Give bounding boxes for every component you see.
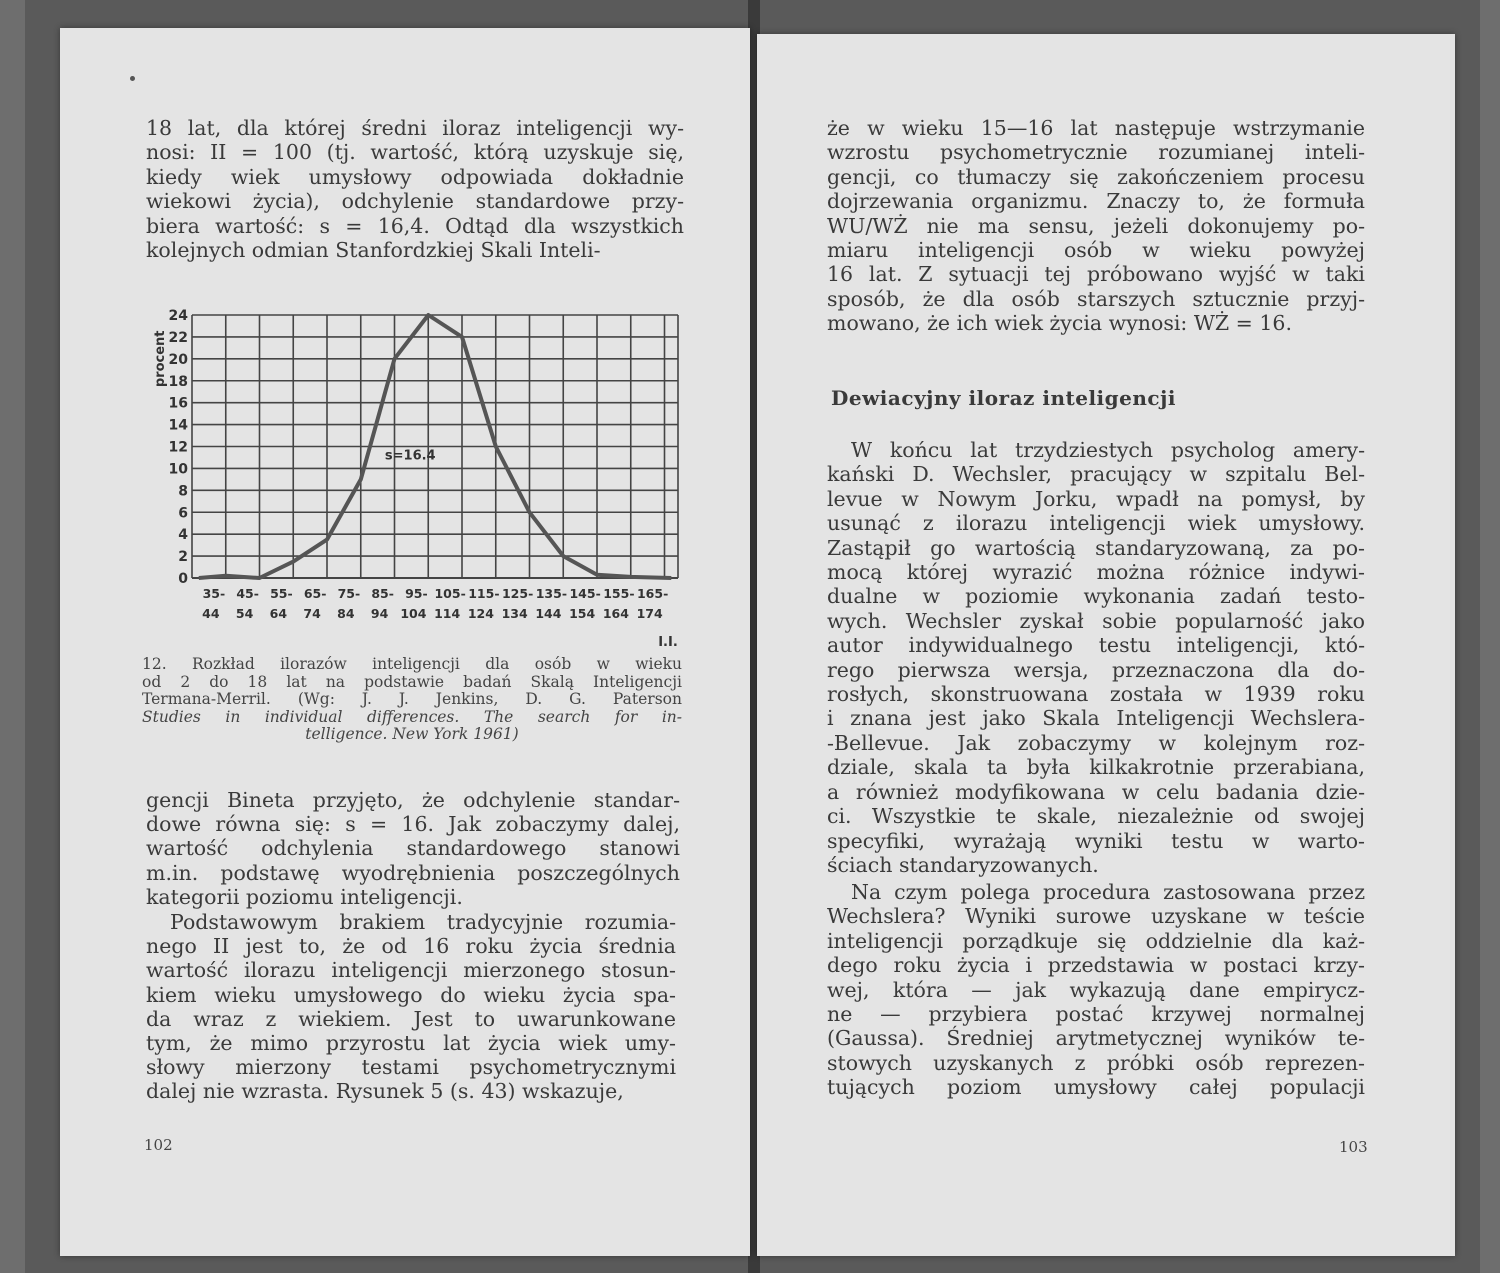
text-line: a również modyfikowana w celu badania dzie- bbox=[827, 779, 1365, 804]
paragraph-top bbox=[827, 116, 1365, 336]
paragraph-bottom-1 bbox=[146, 788, 680, 909]
paragraph-bottom-2 bbox=[146, 910, 676, 1104]
x-tick-label: 154 bbox=[569, 606, 596, 621]
text-line: wych. Wechsler zyskał sobie popularność jako bbox=[827, 608, 1365, 633]
x-tick-label: 115- bbox=[468, 586, 500, 601]
text-line: kański D. Wechsler, pracujący w szpitalu Bel- bbox=[827, 462, 1365, 487]
caption-line: Studies in individual differences. The search for in- bbox=[142, 707, 682, 726]
text-line: 16 lat. Z sytuacji tej próbowano wyjść w taki bbox=[827, 262, 1365, 287]
text-line: nego II jest to, że od 16 roku życia średnia bbox=[146, 934, 676, 959]
x-tick-label: 35- bbox=[202, 586, 226, 601]
x-tick-label: 104 bbox=[400, 606, 427, 621]
x-tick-label: 55- bbox=[270, 586, 293, 601]
text-line: dojrzewania organizmu. Znaczy to, że formuła bbox=[827, 189, 1365, 214]
text-line: gencji, co tłumaczy się zakończeniem procesu bbox=[827, 164, 1365, 189]
x-tick-label: 165- bbox=[636, 586, 669, 601]
x-tick-label: 145- bbox=[569, 586, 601, 601]
x-tick-label: 134 bbox=[501, 606, 528, 621]
text-line: że w wieku 15—16 lat następuje wstrzymanie bbox=[827, 116, 1365, 140]
text-line: autor indywidualnego testu inteligencji, któ- bbox=[827, 633, 1365, 658]
x-tick-label: 95- bbox=[405, 586, 428, 601]
right-page bbox=[757, 34, 1455, 1256]
text-line: inteligencji porządkuje się oddzielnie dla każ- bbox=[827, 928, 1365, 953]
text-line: wej, która — jak wykazują dane empirycz- bbox=[827, 977, 1365, 1002]
text-line: ne — przybiera postać krzywej normalnej bbox=[827, 1002, 1365, 1027]
section-heading: Dewiacyjny iloraz inteligencji bbox=[831, 386, 1176, 410]
text-line: słowy mierzony testami psychometrycznymi bbox=[146, 1055, 676, 1080]
text-line: miaru inteligencji osób w wieku powyżej bbox=[827, 238, 1365, 263]
text-line: kategorii poziomu inteligencji. bbox=[146, 884, 463, 909]
text-line: rosłych, skonstruowana została w 1939 roku bbox=[827, 682, 1365, 707]
y-axis-label: procent bbox=[153, 330, 168, 388]
x-tick-label: 94 bbox=[370, 606, 389, 621]
text-line: WU/WŻ nie ma sensu, jeżeli dokonujemy po- bbox=[827, 213, 1365, 238]
x-tick-label: 44 bbox=[202, 606, 220, 621]
text-line: levue w Nowym Jorku, wpadł na pomysł, by bbox=[827, 486, 1365, 511]
text-line: ściach standaryzowanych. bbox=[827, 852, 1099, 877]
page-number: 103 bbox=[1339, 1138, 1368, 1156]
x-tick-label: 125- bbox=[501, 586, 534, 601]
text-line: wartość odchylenia standardowego stanowi bbox=[146, 836, 680, 861]
text-line: dalej nie wzrasta. Rysunek 5 (s. 43) wskazuje, bbox=[146, 1079, 624, 1104]
y-tick-label: 10 bbox=[168, 461, 188, 478]
x-tick-label: 144 bbox=[535, 606, 562, 621]
text-line: da wraz z wiekiem. Jest to uwarunkowane bbox=[146, 1006, 676, 1031]
x-tick-label: 64 bbox=[269, 606, 288, 621]
text-line: i znana jest jako Skala Inteligencji Wechslera- bbox=[827, 706, 1365, 731]
x-tick-label: 75- bbox=[337, 586, 361, 601]
paragraph-middle bbox=[827, 438, 1365, 877]
x-tick-label: 85- bbox=[371, 586, 394, 601]
text-line: Zastąpił go wartością standaryzowaną, za po- bbox=[827, 535, 1365, 560]
text-line: wiekowi życia), odchylenie standardowe przy- bbox=[146, 189, 684, 214]
paragraph-top bbox=[146, 116, 684, 262]
text-line: kolejnych odmian Stanfordzkiej Skali Inteli- bbox=[146, 238, 601, 263]
y-tick-label: 16 bbox=[168, 395, 188, 412]
text-line: W końcu lat trzydziestych psycholog amery- bbox=[851, 438, 1365, 462]
y-tick-label: 2 bbox=[178, 549, 188, 566]
caption-line: 12. Rozkład ilorazów inteligencji dla osób w wieku bbox=[142, 655, 682, 673]
caption-line: telligence. New York 1961) bbox=[305, 725, 519, 743]
y-tick-label: 4 bbox=[178, 527, 188, 544]
text-line: kiem wieku umysłowego do wieku życia spa- bbox=[146, 982, 676, 1007]
text-line: kiedy wiek umysłowy odpowiada dokładnie bbox=[146, 164, 684, 189]
y-tick-label: 20 bbox=[168, 351, 188, 368]
text-line: tym, że mimo przyrostu lat życia wiek umy- bbox=[146, 1031, 676, 1056]
text-line: mocą której wyrazić można różnice indywi- bbox=[827, 560, 1365, 585]
text-line: Na czym polega procedura zastosowana przez bbox=[851, 880, 1365, 904]
text-line: dego roku życia i przedstawia w postaci krzy- bbox=[827, 953, 1365, 978]
text-line: Wechslera? Wyniki surowe uzyskane w teście bbox=[827, 904, 1365, 929]
annotation-sd: s=16.4 bbox=[384, 448, 436, 464]
text-line: gencji Bineta przyjęto, że odchylenie standar- bbox=[146, 788, 680, 812]
x-tick-label: 174 bbox=[636, 606, 663, 621]
y-tick-label: 14 bbox=[168, 417, 188, 434]
figure-caption bbox=[142, 656, 682, 744]
text-line: dziale, skala ta była kilkakrotnie przerabiana, bbox=[827, 755, 1365, 780]
caption-line: Termana-Merril. (Wg: J. J. Jenkins, D. G. Paterson bbox=[142, 690, 682, 708]
text-line: stowych uzyskanych z próbki osób reprezen- bbox=[827, 1050, 1365, 1075]
page-number: 102 bbox=[144, 1136, 173, 1154]
text-line: -Bellevue. Jak zobaczymy w kolejnym roz- bbox=[827, 730, 1365, 755]
caption-line: od 2 do 18 lat na podstawie badań Skalą Inteligencji bbox=[142, 672, 682, 691]
text-line: usunąć z ilorazu inteligencji wiek umysłowy. bbox=[827, 511, 1365, 536]
text-line: rego pierwsza wersja, przeznaczona dla do- bbox=[827, 657, 1365, 682]
iq-distribution-chart bbox=[140, 290, 700, 650]
x-tick-label: 74 bbox=[303, 606, 321, 621]
text-line: nosi: II = 100 (tj. wartość, którą uzyskuje się, bbox=[146, 140, 684, 165]
y-tick-label: 24 bbox=[168, 308, 188, 324]
x-tick-label: 54 bbox=[235, 606, 254, 621]
x-tick-label: 135- bbox=[535, 586, 568, 601]
text-line: biera wartość: s = 16,4. Odtąd dla wszystkich bbox=[146, 213, 684, 238]
text-line: dualne w poziomie wykonania zadań testo- bbox=[827, 584, 1365, 609]
y-tick-label: 8 bbox=[178, 483, 188, 500]
x-tick-label: 124 bbox=[467, 606, 494, 621]
y-tick-label: 22 bbox=[168, 329, 188, 346]
text-line: mowano, że ich wiek życia wynosi: WŻ = 16. bbox=[827, 311, 1292, 336]
text-line: (Gaussa). Średniej arytmetycznej wyników te- bbox=[827, 1026, 1365, 1051]
y-tick-label: 12 bbox=[168, 439, 188, 456]
text-line: dowe równa się: s = 16. Jak zobaczymy dalej, bbox=[146, 812, 680, 837]
text-line: 18 lat, dla której średni iloraz inteligencji wy- bbox=[146, 116, 684, 140]
paragraph-bottom bbox=[827, 880, 1365, 1100]
x-tick-label: 164 bbox=[602, 606, 629, 621]
text-line: specyfiki, wyrażają wyniki testu w warto- bbox=[827, 828, 1365, 853]
y-tick-label: 6 bbox=[178, 505, 188, 522]
x-tick-label: 84 bbox=[337, 606, 355, 621]
text-line: m.in. podstawę wyodrębnienia poszczególnych bbox=[146, 860, 680, 885]
text-line: sposób, że dla osób starszych sztucznie przyj- bbox=[827, 286, 1365, 311]
text-line: wartość ilorazu inteligencji mierzonego stosun- bbox=[146, 958, 676, 983]
x-axis-label: I.I. bbox=[658, 635, 678, 650]
text-line: ci. Wszystkie te skale, niezależnie od swojej bbox=[827, 804, 1365, 829]
text-line: Podstawowym brakiem tradycyjnie rozumia- bbox=[170, 910, 676, 934]
x-tick-label: 114 bbox=[434, 606, 461, 621]
y-tick-label: 18 bbox=[168, 373, 188, 390]
text-line: wzrostu psychometrycznie rozumianej inteli- bbox=[827, 140, 1365, 165]
x-tick-label: 105- bbox=[434, 586, 466, 601]
y-tick-label: 0 bbox=[178, 571, 188, 587]
ink-dot bbox=[130, 76, 135, 81]
x-tick-label: 65- bbox=[303, 586, 327, 601]
text-line: tujących poziom umysłowy całej populacji bbox=[827, 1075, 1365, 1100]
x-tick-label: 45- bbox=[236, 586, 259, 601]
x-tick-label: 155- bbox=[603, 586, 635, 601]
